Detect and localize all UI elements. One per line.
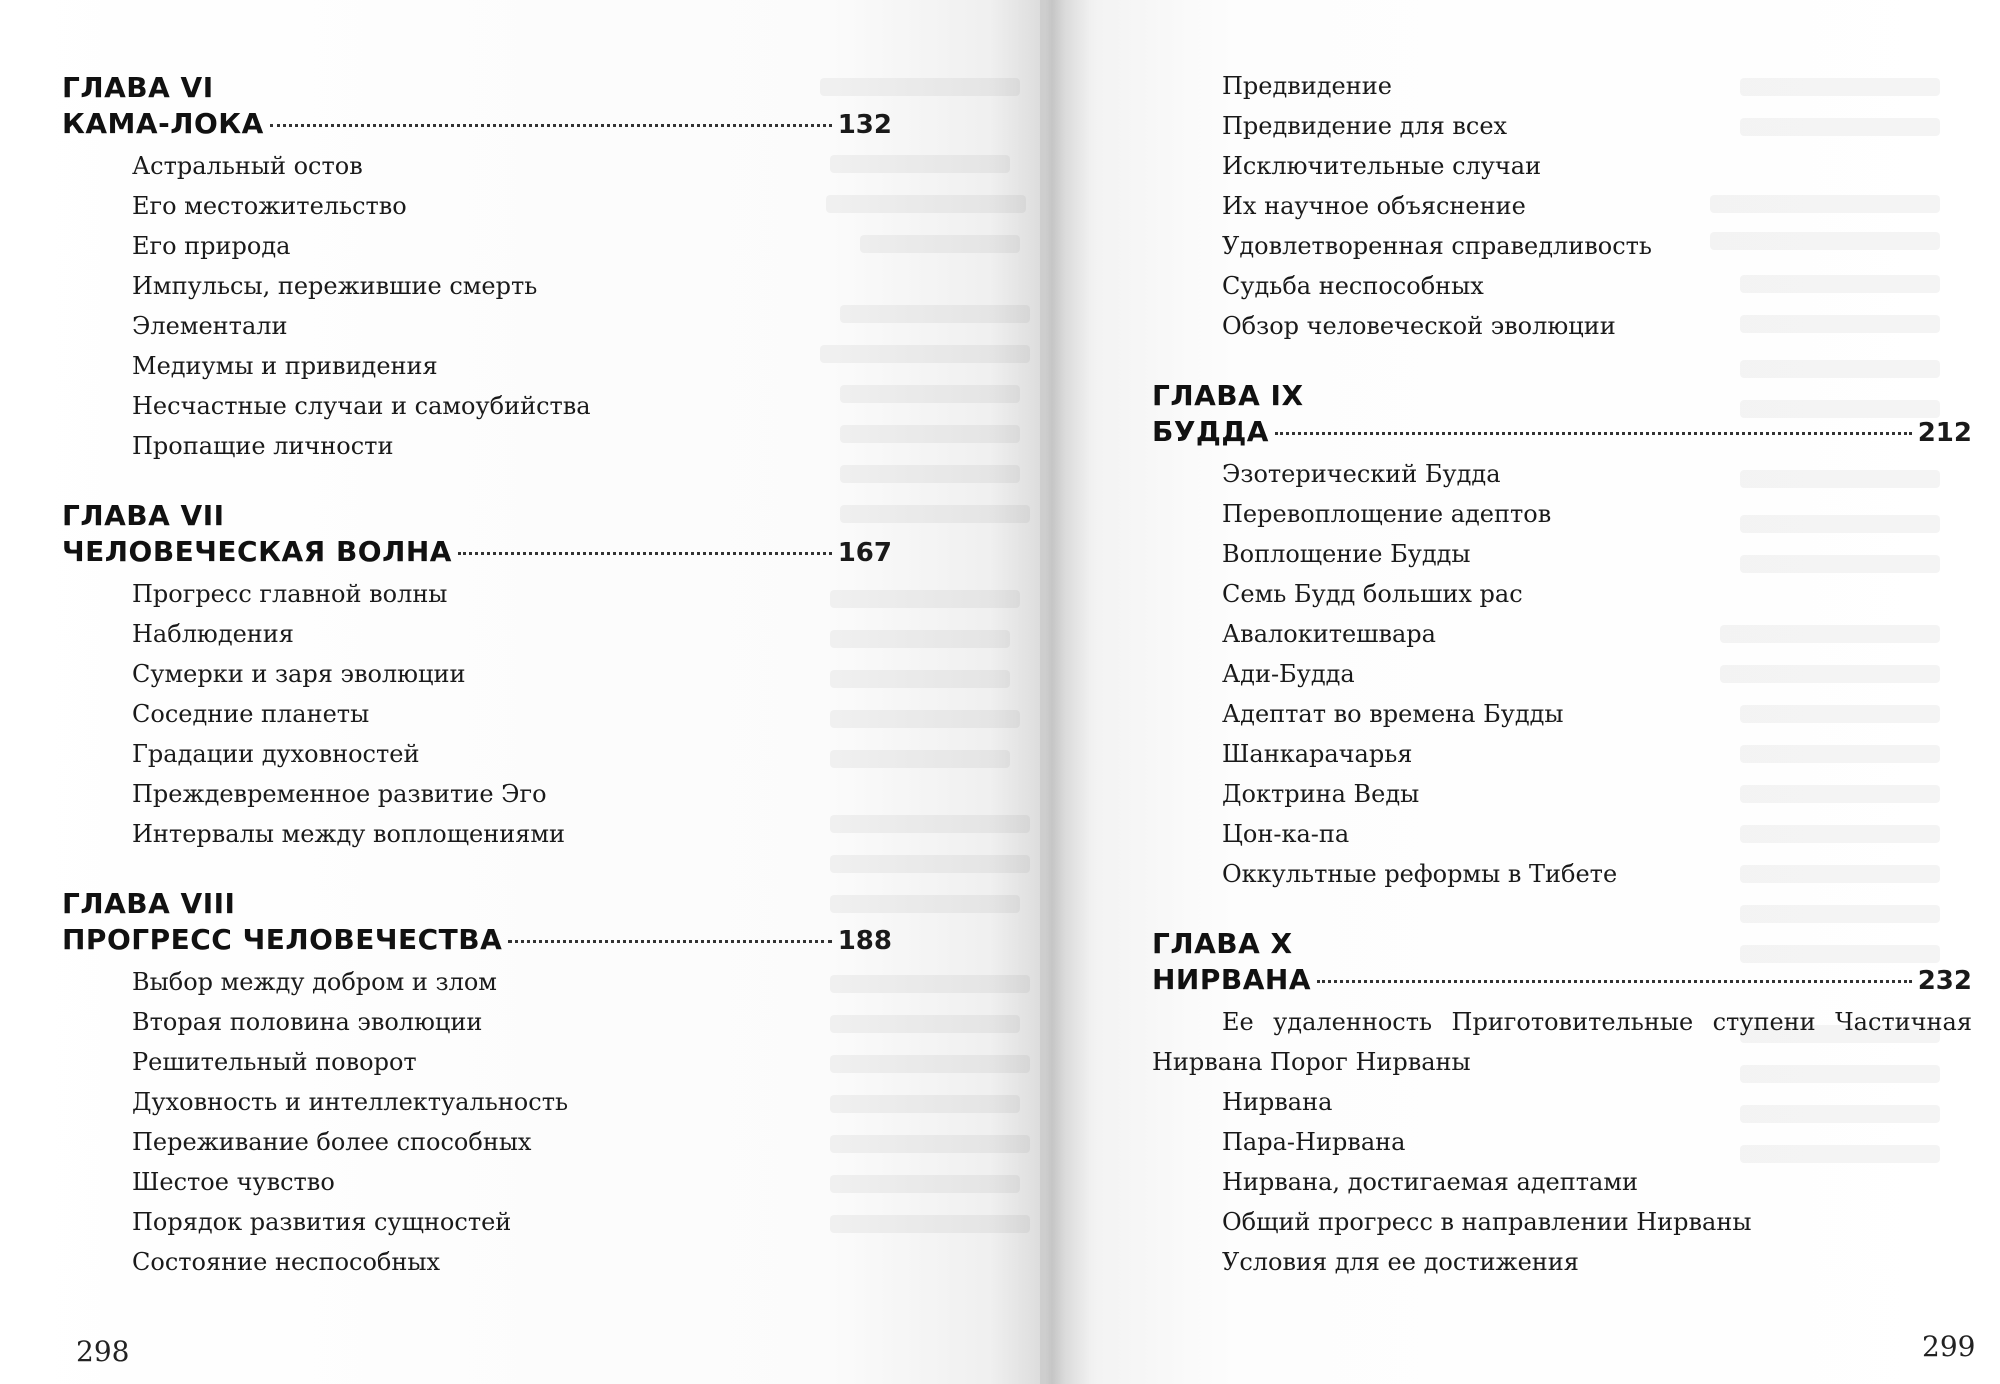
right-page (1040, 0, 2000, 1384)
section-item: Пропащие личности (132, 432, 394, 460)
section-item: Переживание более способных (132, 1128, 532, 1156)
section-list (62, 574, 892, 854)
section-item: Шестое чувство (132, 1168, 335, 1196)
chapter-title-row[interactable] (1152, 414, 1972, 450)
section-item: Обзор человеческой эволюции (1222, 312, 1616, 340)
section-list (1152, 1082, 1972, 1282)
section-item: Его природа (132, 232, 291, 260)
section-list (1152, 66, 1972, 346)
section-list (1152, 454, 1972, 894)
dot-leader (458, 552, 832, 555)
section-item: Предвидение для всех (1222, 112, 1508, 140)
chapter-title: БУДДА (1152, 415, 1269, 448)
dot-leader (508, 940, 831, 943)
chapter-title-row[interactable] (62, 922, 892, 958)
section-item: Прогресс главной волны (132, 580, 448, 608)
section-item: Оккультные реформы в Тибете (1222, 860, 1618, 888)
section-item: Импульсы, пережившие смерть (132, 272, 538, 300)
chapter-6 (62, 70, 892, 466)
section-item: Астральный остов (132, 152, 363, 180)
section-item: Состояние неспособных (132, 1248, 441, 1276)
section-item: Нирвана (1222, 1088, 1333, 1116)
chapter-7 (62, 498, 892, 854)
chapter-9 (1152, 378, 1972, 894)
section-item: Соседние планеты (132, 700, 370, 728)
section-item: Шанкарачарья (1222, 740, 1413, 768)
section-list (62, 962, 892, 1282)
section-item: Несчастные случаи и самоубийства (132, 392, 591, 420)
section-item: Нирвана, достигаемая адептами (1222, 1168, 1638, 1196)
section-item: Авалокитешвара (1222, 620, 1436, 648)
section-item: Судьба неспособных (1222, 272, 1484, 300)
section-item: Условия для ее достижения (1222, 1248, 1579, 1276)
section-item: Пара-Нирвана (1222, 1128, 1406, 1156)
chapter-label: ГЛАВА VIII (62, 887, 236, 920)
section-item: Преждевременное развитие Эго (132, 780, 547, 808)
section-item: Сумерки и заря эволюции (132, 660, 466, 688)
section-item: Духовность и интеллектуальность (132, 1088, 569, 1116)
section-item: Семь Будд больших рас (1222, 580, 1523, 608)
page-number-right: 299 (1922, 1330, 1976, 1363)
chapter-label: ГЛАВА IX (1152, 379, 1304, 412)
section-item: Адептат во времена Будды (1222, 700, 1564, 728)
chapter-title-row[interactable] (62, 106, 892, 142)
section-item: Наблюдения (132, 620, 294, 648)
dot-leader (1317, 980, 1912, 983)
section-item: Предвидение (1222, 72, 1392, 100)
chapter-title: НИРВАНА (1152, 963, 1312, 996)
section-item: Удовлетворенная справедливость (1222, 232, 1652, 260)
section-item: Эзотерический Будда (1222, 460, 1501, 488)
chapter-10 (1152, 926, 1972, 1282)
section-item: Порядок развития сущностей (132, 1208, 512, 1236)
chapter-title: ПРОГРЕСС ЧЕЛОВЕЧЕСТВА (62, 923, 503, 956)
dot-leader (270, 124, 832, 127)
section-item: Доктрина Веды (1222, 780, 1420, 808)
chapter-page-number: 212 (1917, 418, 1972, 448)
section-item: Их научное объяснение (1222, 192, 1526, 220)
chapter-label: ГЛАВА VI (62, 71, 214, 104)
chapter-page-number: 167 (837, 538, 892, 568)
table-of-contents-right (1152, 66, 1972, 1314)
section-item: Вторая половина эволюции (132, 1008, 483, 1036)
section-item: Его местожительство (132, 192, 407, 220)
chapter-page-number: 232 (1917, 966, 1972, 996)
chapter-title-row[interactable] (62, 534, 892, 570)
table-of-contents-left (62, 70, 892, 1314)
section-item: Цон-ка-па (1222, 820, 1350, 848)
chapter-page-number: 188 (837, 926, 892, 956)
page-number-left: 298 (76, 1335, 130, 1368)
chapter-label: ГЛАВА VII (62, 499, 225, 532)
chapter-8-continued (1152, 66, 1972, 346)
section-item: Выбор между добром и злом (132, 968, 497, 996)
section-paragraph: Ее удаленность Приготовительные ступени Частичная Нирвана Порог Нирваны (1152, 1008, 1972, 1076)
section-item: Элементали (132, 312, 288, 340)
chapter-title-row[interactable] (1152, 962, 1972, 998)
section-item: Исключительные случаи (1222, 152, 1542, 180)
section-item: Воплощение Будды (1222, 540, 1471, 568)
chapter-title: ЧЕЛОВЕЧЕСКАЯ ВОЛНА (62, 535, 452, 568)
section-item: Общий прогресс в направлении Нирваны (1222, 1208, 1752, 1236)
section-item: Перевоплощение адептов (1222, 500, 1552, 528)
chapter-8 (62, 886, 892, 1282)
dot-leader (1275, 432, 1912, 435)
section-item: Ади-Будда (1222, 660, 1355, 688)
section-item: Градации духовностей (132, 740, 420, 768)
chapter-label: ГЛАВА X (1152, 927, 1293, 960)
section-item: Медиумы и привидения (132, 352, 438, 380)
section-item: Решительный поворот (132, 1048, 417, 1076)
section-item: Интервалы между воплощениями (132, 820, 566, 848)
chapter-title: КАМА-ЛОКА (62, 107, 264, 140)
section-list (62, 146, 892, 466)
chapter-page-number: 132 (837, 110, 892, 140)
